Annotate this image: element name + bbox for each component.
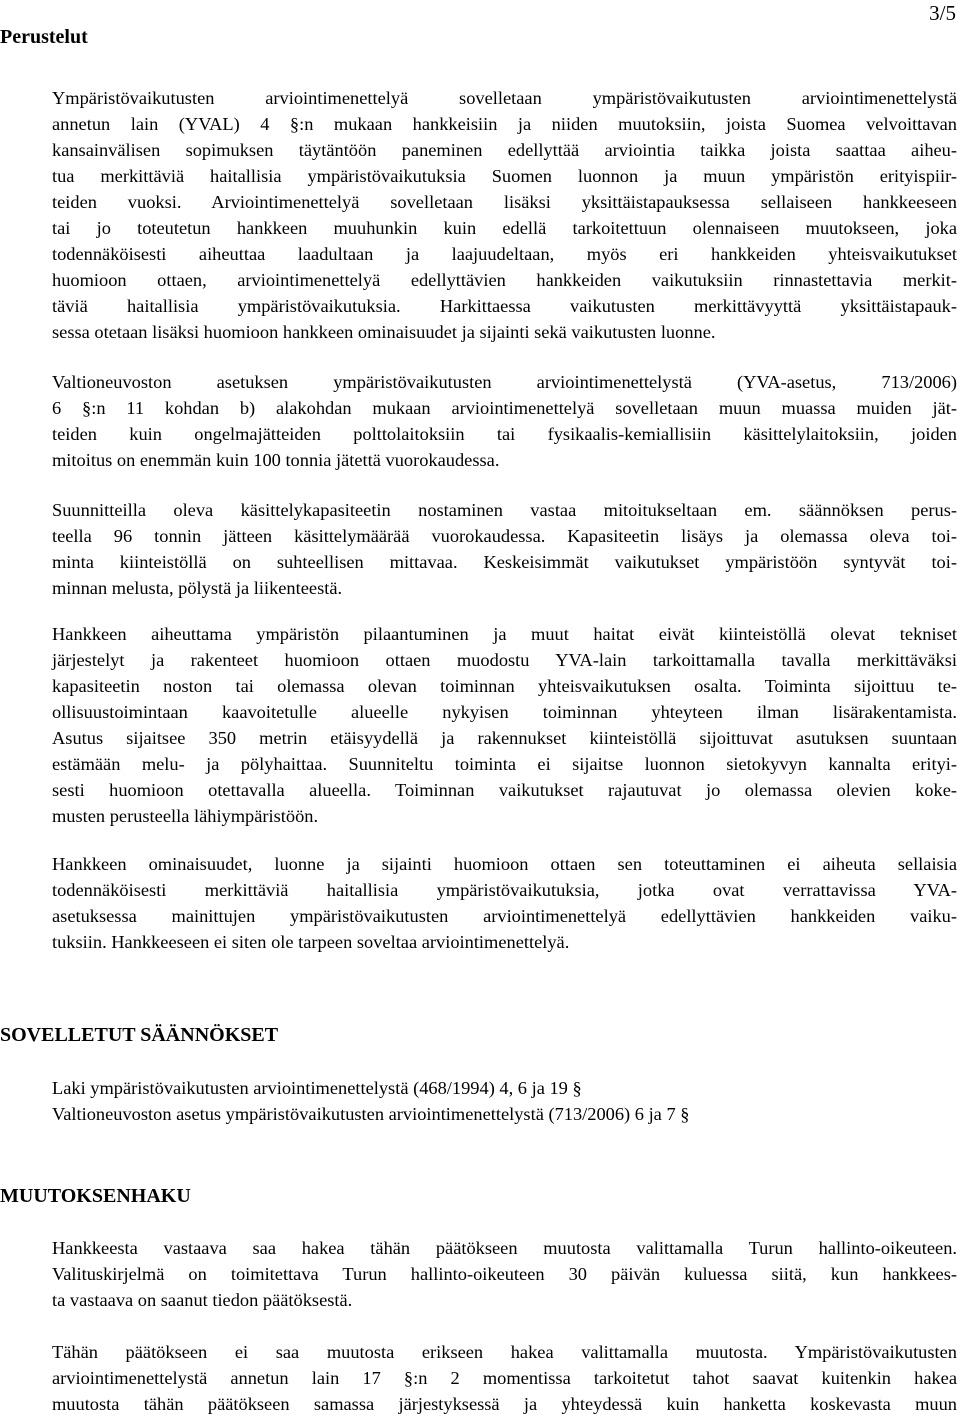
text-line: todennäköisesti merkittäviä haitallisia ympäristövaikutuksia, jotka ovat verrattavissa YVA- (52, 880, 957, 900)
text-line: kansainvälisen sopimuksen täytäntöön paneminen edellyttää arviointia taikka joista saattaa aiheu- (52, 140, 957, 160)
text-line: ta vastaava on saanut tiedon päätöksestä. (52, 1290, 353, 1310)
text-line: huomioon ottaen, arviointimenettelyä edellyttävien hankkeiden vaikutuksiin rinnastettavia merkit- (52, 270, 957, 290)
paragraph-appeal-restriction (52, 1339, 957, 1417)
text-line: Tähän päätökseen ei saa muutosta erikseen hakea valittamalla muutosta. Ympäristövaikutusten (52, 1342, 957, 1362)
paragraph-yval-criteria (52, 85, 957, 345)
page-number: 3/5 (929, 1, 956, 25)
text-line: teella 96 tonnin jätteen käsittelymäärää vuorokaudessa. Kapasiteetin lisäys ja olemassa oleva toi- (52, 526, 957, 546)
text-line: arviointimenettelystä annetun lain 17 §:n 2 momentissa tarkoitetut tahot saavat kuitenkin hakea (52, 1368, 957, 1388)
paragraph-yva-asetus (52, 369, 957, 473)
text-line: tuksiin. Hankkeeseen ei siten ole tarpeen soveltaa arviointimenettelyä. (52, 932, 570, 952)
regulation-item: Valtioneuvoston asetus ympäristövaikutusten arviointimenettelystä (713/2006) 6 ja 7 § (52, 1104, 690, 1124)
text-line: kapasiteetin noston tai olemassa olevan toiminnan yhteisvaikutuksen osalta. Toiminta sijoittuu te- (52, 676, 957, 696)
text-line: minnan melusta, pölystä ja liikenteestä. (52, 578, 343, 598)
text-line: minta kiinteistöllä on suhteellisen mittavaa. Keskeisimmät vaikutukset ympäristöön syntyvät toi- (52, 552, 957, 572)
text-line: Hankkeesta vastaava saa hakea tähän päätökseen muutosta valittamalla Turun hallinto-oikeuteen. (52, 1238, 957, 1258)
text-line: järjestelyt ja rakenteet huomioon ottaen muodostu YVA-lain tarkoittamalla tavalla merkittäväksi (52, 650, 957, 670)
text-line: Suunnitteilla oleva käsittelykapasiteetin nostaminen vastaa mitoitukseltaan em. säännöksen perus- (52, 500, 957, 520)
text-line: Hankkeen ominaisuudet, luonne ja sijainti huomioon ottaen sen toteuttaminen ei aiheuta sellaisia (52, 854, 957, 874)
text-line: 6 §:n 11 kohdan b) alakohdan mukaan arviointimenettelyä sovelletaan muun muassa muiden jät- (52, 398, 957, 418)
text-line: asetuksessa mainittujen ympäristövaikutusten arviointimenettelyä edellyttävien hankkeiden vaiku- (52, 906, 957, 926)
text-line: annetun lain (YVAL) 4 §:n mukaan hankkeisiin ja niiden muutoksiin, joista Suomea velvoittavan (52, 114, 957, 134)
text-line: sessa otetaan lisäksi huomioon hankkeen ominaisuudet ja sijainti sekä vaikutusten luonne. (52, 322, 716, 342)
text-line: ollisuustoimintaan kaavoitetulle alueelle nykyisen toiminnan yhteyteen ilman lisärakentamista. (52, 702, 957, 722)
text-line: Valtioneuvoston asetuksen ympäristövaikutusten arviointimenettelystä (YVA-asetus, 713/2006) (52, 372, 957, 392)
regulation-item: Laki ympäristövaikutusten arviointimenettelystä (468/1994) 4, 6 ja 19 § (52, 1078, 582, 1098)
text-line: teiden kuin ongelmajätteiden polttolaitoksiin tai fysikaalis-kemiallisiin käsittelylaitoksiin, joiden (52, 424, 957, 444)
text-line: musten perusteella lähiympäristöön. (52, 806, 319, 826)
text-line: mitoitus on enemmän kuin 100 tonnia jätettä vuorokaudessa. (52, 450, 500, 470)
text-line: todennäköisesti aiheuttaa laadultaan ja laajuudeltaan, myös eri hankkeiden yhteisvaikutukset (52, 244, 957, 264)
paragraph-conclusion (52, 851, 957, 955)
applied-regulations-list (52, 1075, 957, 1127)
text-line: Ympäristövaikutusten arviointimenettelyä sovelletaan ympäristövaikutusten arviointimenettelystä (52, 88, 957, 108)
text-line: teiden vuoksi. Arviointimenettelyä sovelletaan lisäksi yksittäistapauksessa sellaiseen hankkeeseen (52, 192, 957, 212)
text-line: muutosta tähän päätökseen samassa järjestyksessä ja yhteydessä kuin hanketta koskevasta muun (52, 1394, 957, 1414)
text-line: Valituskirjelmä on toimitettava Turun hallinto-oikeuteen 30 päivän kuluessa siitä, kun hankkees- (52, 1264, 957, 1284)
text-line: estämään melu- ja pölyhaittaa. Suunniteltu toiminta ei sijaitse luonnon sietokyvyn kannalta erityi- (52, 754, 957, 774)
heading-muutoksenhaku: MUUTOKSENHAKU (0, 1185, 191, 1207)
text-line: täviä haitallisia ympäristövaikutuksia. Harkittaessa vaikutusten merkittävyyttä yksittäistapauk- (52, 296, 957, 316)
paragraph-impacts (52, 621, 957, 829)
heading-sovelletut-saannokset: SOVELLETUT SÄÄNNÖKSET (0, 1024, 279, 1046)
paragraph-capacity (52, 497, 957, 601)
text-line: tua merkittäviä haitallisia ympäristövaikutuksia Suomen luonnon ja muun ympäristön erityispiir- (52, 166, 957, 186)
text-line: Hankkeen aiheuttama ympäristön pilaantuminen ja muut haitat eivät kiinteistöllä olevat tekniset (52, 624, 957, 644)
paragraph-appeal (52, 1235, 957, 1313)
heading-perustelut: Perustelut (0, 26, 88, 48)
text-line: tai jo toteutetun hankkeen muuhunkin kuin edellä tarkoitettuun olennaiseen muutokseen, joka (52, 218, 957, 238)
text-line: Asutus sijaitsee 350 metrin etäisyydellä ja rakennukset kiinteistöllä sijoittuvat asutuksen suuntaan (52, 728, 957, 748)
text-line: sesti huomioon otettavalla alueella. Toiminnan vaikutukset rajautuvat jo olemassa olevien koke- (52, 780, 957, 800)
